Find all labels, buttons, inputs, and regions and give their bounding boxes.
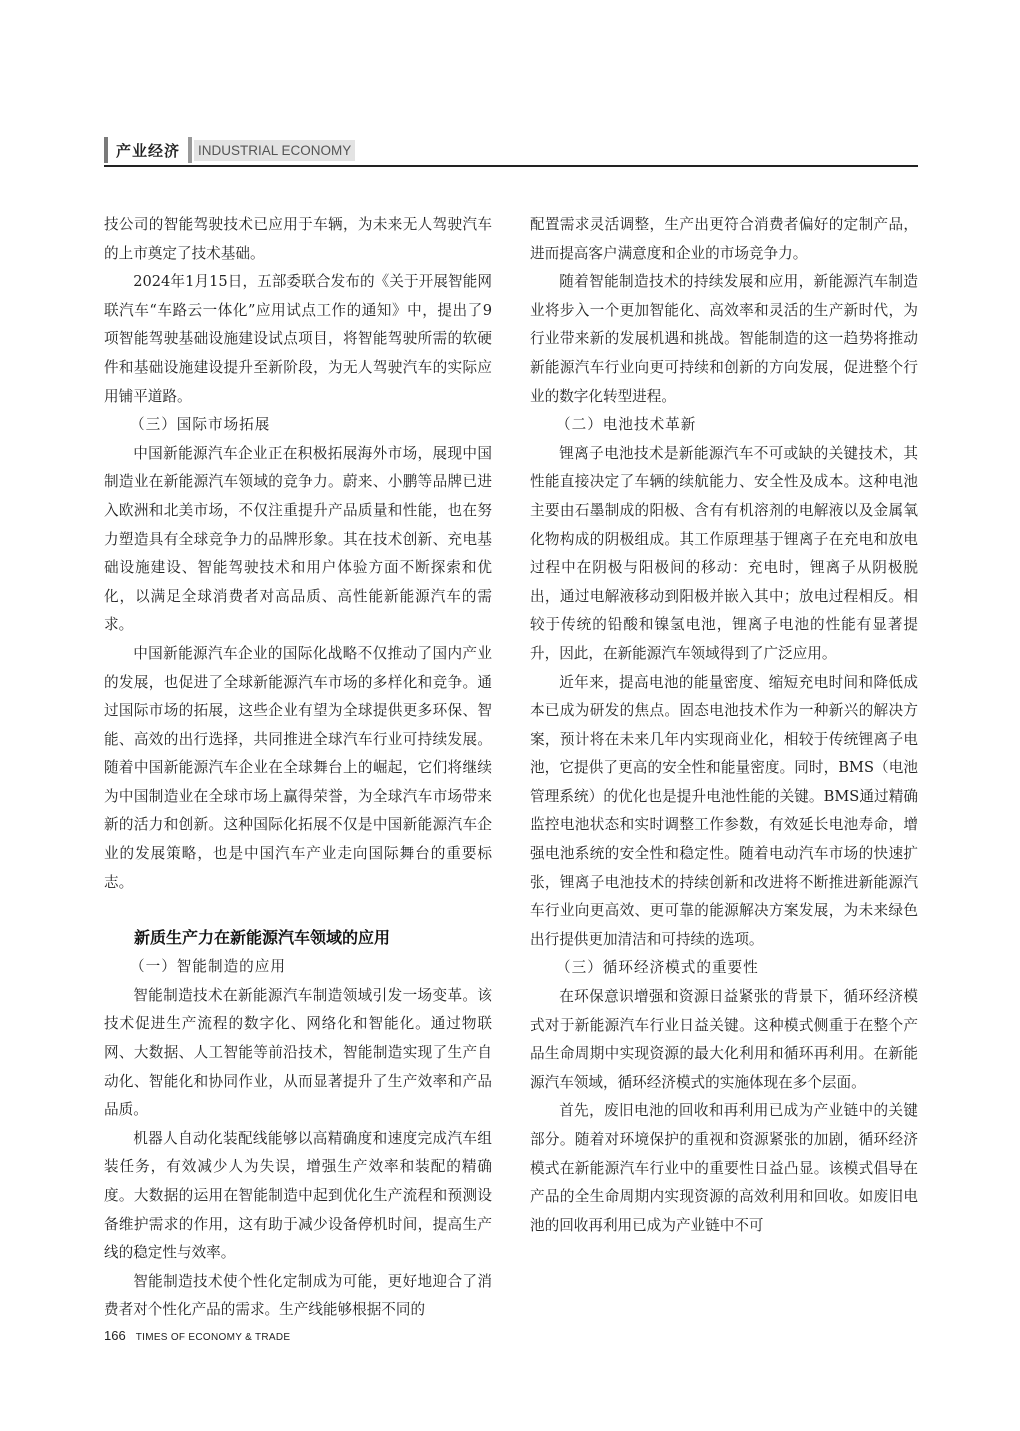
paragraph: 首先，废旧电池的回收和再利用已成为产业链中的关键部分。随着对环境保护的重视和资源紧张的加剧，循环经济模式在新能源汽车行业中的重要性日益凸显。该模式倡导在产品的全生命周期内实现资源的高效利用和回收。如废旧电池的回收再利用已成为产业链中不可	[530, 1102, 918, 1234]
running-header	[104, 136, 918, 164]
header-bar-decoration	[104, 137, 108, 163]
paragraph: 机器人自动化装配线能够以高精确度和速度完成汽车组装任务，有效减少人为失误，增强生产效率和装配的精确度。大数据的运用在智能制造中起到优化生产流程和预测设备维护需求的作用，这有助于减少设备停机时间，提高生产线的稳定性与效率。	[104, 1129, 492, 1262]
paragraph: 智能制造技术使个性化定制成为可能，更好地迎合了消费者对个性化产品的需求。生产线能够根据不同的	[104, 1272, 492, 1319]
subsection-heading: （二）电池技术革新	[556, 416, 697, 434]
left-column	[104, 211, 492, 1325]
paragraph: 中国新能源汽车企业正在积极拓展海外市场，展现中国制造业在新能源汽车领域的竞争力。蔚来、小鹏等品牌已进入欧洲和北美市场，不仅注重提升产品质量和性能，也在努力塑造具有全球竞争力的品牌形象。其在技术创新、充电基础设施建设、智能驾驶技术和用户体验方面不断探索和优化，以满足全球消费者对高品质、高性能新能源汽车的需求。	[104, 444, 492, 634]
subsection-heading: （三）循环经济模式的重要性	[556, 959, 759, 977]
header-bar-decoration-2	[188, 137, 192, 163]
header-rule	[104, 165, 918, 167]
page-footer	[104, 1328, 290, 1346]
right-column	[530, 211, 918, 1240]
paragraph: 中国新能源汽车企业的国际化战略不仅推动了国内产业的发展，也促进了全球新能源汽车市场的多样化和竞争。通过国际市场的拓展，这些企业有望为全球提供更多环保、智能、高效的出行选择，共同推进全球汽车行业可持续发展。随着中国新能源汽车企业在全球舞台上的崛起，它们将继续为中国制造业在全球市场上赢得荣誉，为全球汽车市场带来新的活力和创新。这种国际化拓展不仅是中国新能源汽车企业的发展策略，也是中国汽车产业走向国际舞台的重要标志。	[104, 644, 492, 891]
section-title-en: INDUSTRIAL ECONOMY	[194, 140, 355, 161]
section-heading: 新质生产力在新能源汽车领域的应用	[134, 928, 391, 948]
section-title-cn: 产业经济	[116, 141, 181, 160]
paragraph: 智能制造技术在新能源汽车制造领域引发一场变革。该技术促进生产流程的数字化、网络化和智能化。通过物联网、大数据、人工智能等前沿技术，智能制造实现了生产自动化、智能化和协同作业，从而显著提升了生产效率和产品品质。	[104, 986, 492, 1119]
paragraph: 技公司的智能驾驶技术已应用于车辆，为未来无人驾驶汽车的上市奠定了技术基础。	[104, 216, 492, 262]
subsection-heading: （一）智能制造的应用	[130, 958, 286, 976]
journal-name: TIMES OF ECONOMY & TRADE	[135, 1332, 291, 1343]
paragraph: 近年来，提高电池的能量密度、缩短充电时间和降低成本已成为研发的焦点。固态电池技术作为一种新兴的解决方案，预计将在未来几年内实现商业化，相较于传统锂离子电池，它提供了更高的安全性和能量密度。同时，BMS（电池管理系统）的优化也是提升电池性能的关键。BMS通过精确监控电池状态和实时调整工作参数，有效延长电池寿命，增强电池系统的安全性和稳定性。随着电动汽车市场的快速扩张，锂离子电池技术的持续创新和改进将不断推进新能源汽车行业向更高效、更可靠的能源解决方案发展，为未来绿色出行提供更加清洁和可持续的选项。	[530, 673, 918, 948]
paragraph: 锂离子电池技术是新能源汽车不可或缺的关键技术，其性能直接决定了车辆的续航能力、安全性及成本。这种电池主要由石墨制成的阳极、含有有机溶剂的电解液以及金属氧化物构成的阴极组成。其工作原理基于锂离子在充电和放电过程中在阴极与阳极间的移动：充电时，锂离子从阴极脱出，通过电解液移动到阳极并嵌入其中；放电过程相反。相较于传统的铅酸和镍氢电池，锂离子电池的性能有显著提升，因此，在新能源汽车领域得到了广泛应用。	[530, 444, 918, 662]
paragraph: 2024年1月15日，五部委联合发布的《关于开展智能网联汽车“车路云一体化”应用试点工作的通知》中，提出了9项智能驾驶基础设施建设试点项目，将智能驾驶所需的软硬件和基础设施建设提升至新阶段，为无人驾驶汽车的实际应用铺平道路。	[104, 273, 492, 405]
paragraph: 配置需求灵活调整，生产出更符合消费者偏好的定制产品，进而提高客户满意度和企业的市场竞争力。	[530, 216, 918, 262]
paragraph: 随着智能制造技术的持续发展和应用，新能源汽车制造业将步入一个更加智能化、高效率和灵活的生产新时代，为行业带来新的发展机遇和挑战。智能制造的这一趋势将推动新能源汽车行业向更可持续和创新的方向发展，促进整个行业的数字化转型进程。	[530, 273, 918, 405]
page-number: 166	[104, 1328, 126, 1343]
paragraph: 在环保意识增强和资源日益紧张的背景下，循环经济模式对于新能源汽车行业日益关键。这种模式侧重于在整个产品生命周期中实现资源的最大化利用和循环再利用。在新能源汽车领域，循环经济模式的实施体现在多个层面。	[530, 988, 918, 1091]
subsection-heading: （三）国际市场拓展	[130, 416, 271, 434]
